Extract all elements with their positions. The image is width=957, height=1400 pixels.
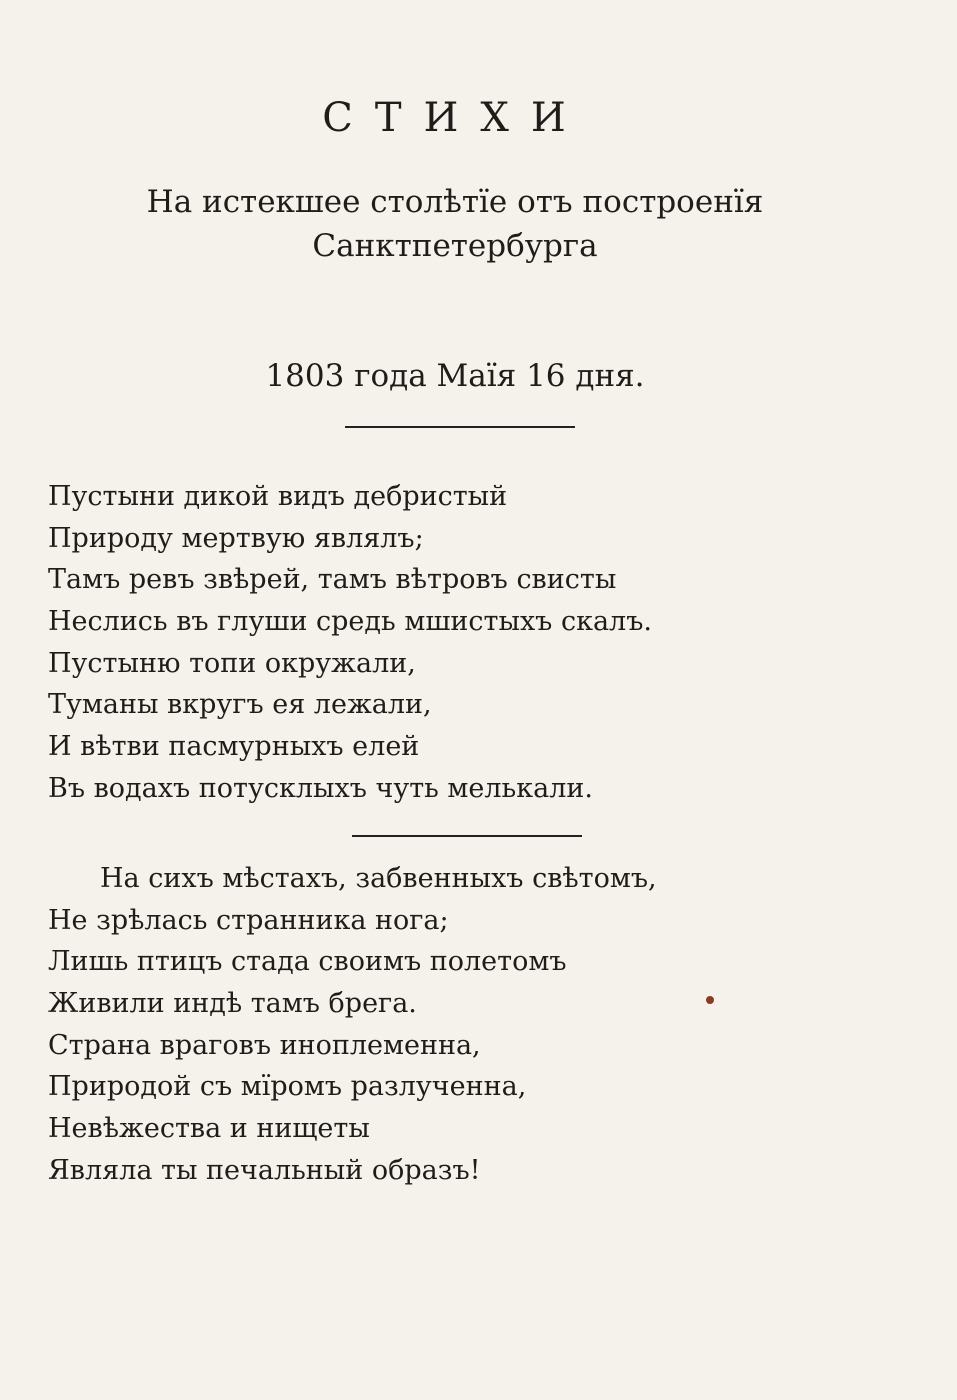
date-line: 1803 года Маїя 16 дня. <box>265 358 645 394</box>
verse-line: Страна враговъ иноплеменна, <box>48 1029 481 1061</box>
subtitle-line-1: На истекшее столѣтїе отъ построенїя <box>146 184 764 220</box>
verse-line: Пустыню топи окружали, <box>48 647 416 679</box>
verse-line: Тамъ ревъ звѣрей, тамъ вѣтровъ свисты <box>48 564 617 596</box>
verse-line: На сихъ мѣстахъ, забвенныхъ свѣтомъ, <box>100 863 657 894</box>
verse-line: Являла ты печальный образъ! <box>48 1154 481 1186</box>
verse-line: Туманы вкругъ ея лежали, <box>48 689 432 721</box>
divider-rule <box>345 426 575 428</box>
verse-line: Въ водахъ потусклыхъ чуть мелькали. <box>48 772 593 804</box>
verse-line: Пустыни дикой видъ дебристый <box>48 481 508 512</box>
ink-speck <box>706 996 714 1004</box>
verse-line: Не зрѣлась странника нога; <box>48 904 449 936</box>
stanza-1 <box>48 476 748 810</box>
verse-line: Природой съ мїромъ разлученна, <box>48 1071 527 1103</box>
verse-line: Природу мертвую являлъ; <box>48 522 424 554</box>
verse-line: Лишь птицъ стада своимъ полетомъ <box>48 946 567 978</box>
verse-line: Живили индѣ тамъ брега. <box>48 988 417 1020</box>
subtitle <box>0 180 910 268</box>
stanza-2 <box>48 858 748 1192</box>
verse-line: Невѣжества и нищеты <box>48 1113 370 1145</box>
verse-line: И вѣтви пасмурныхъ елей <box>48 731 420 763</box>
page-title: СТИХИ <box>322 95 588 141</box>
stanza-divider-rule <box>352 835 582 837</box>
verse-line: Неслись въ глуши средь мшистыхъ скалъ. <box>48 606 652 638</box>
subtitle-line-2: Санктпетербурга <box>312 228 598 264</box>
